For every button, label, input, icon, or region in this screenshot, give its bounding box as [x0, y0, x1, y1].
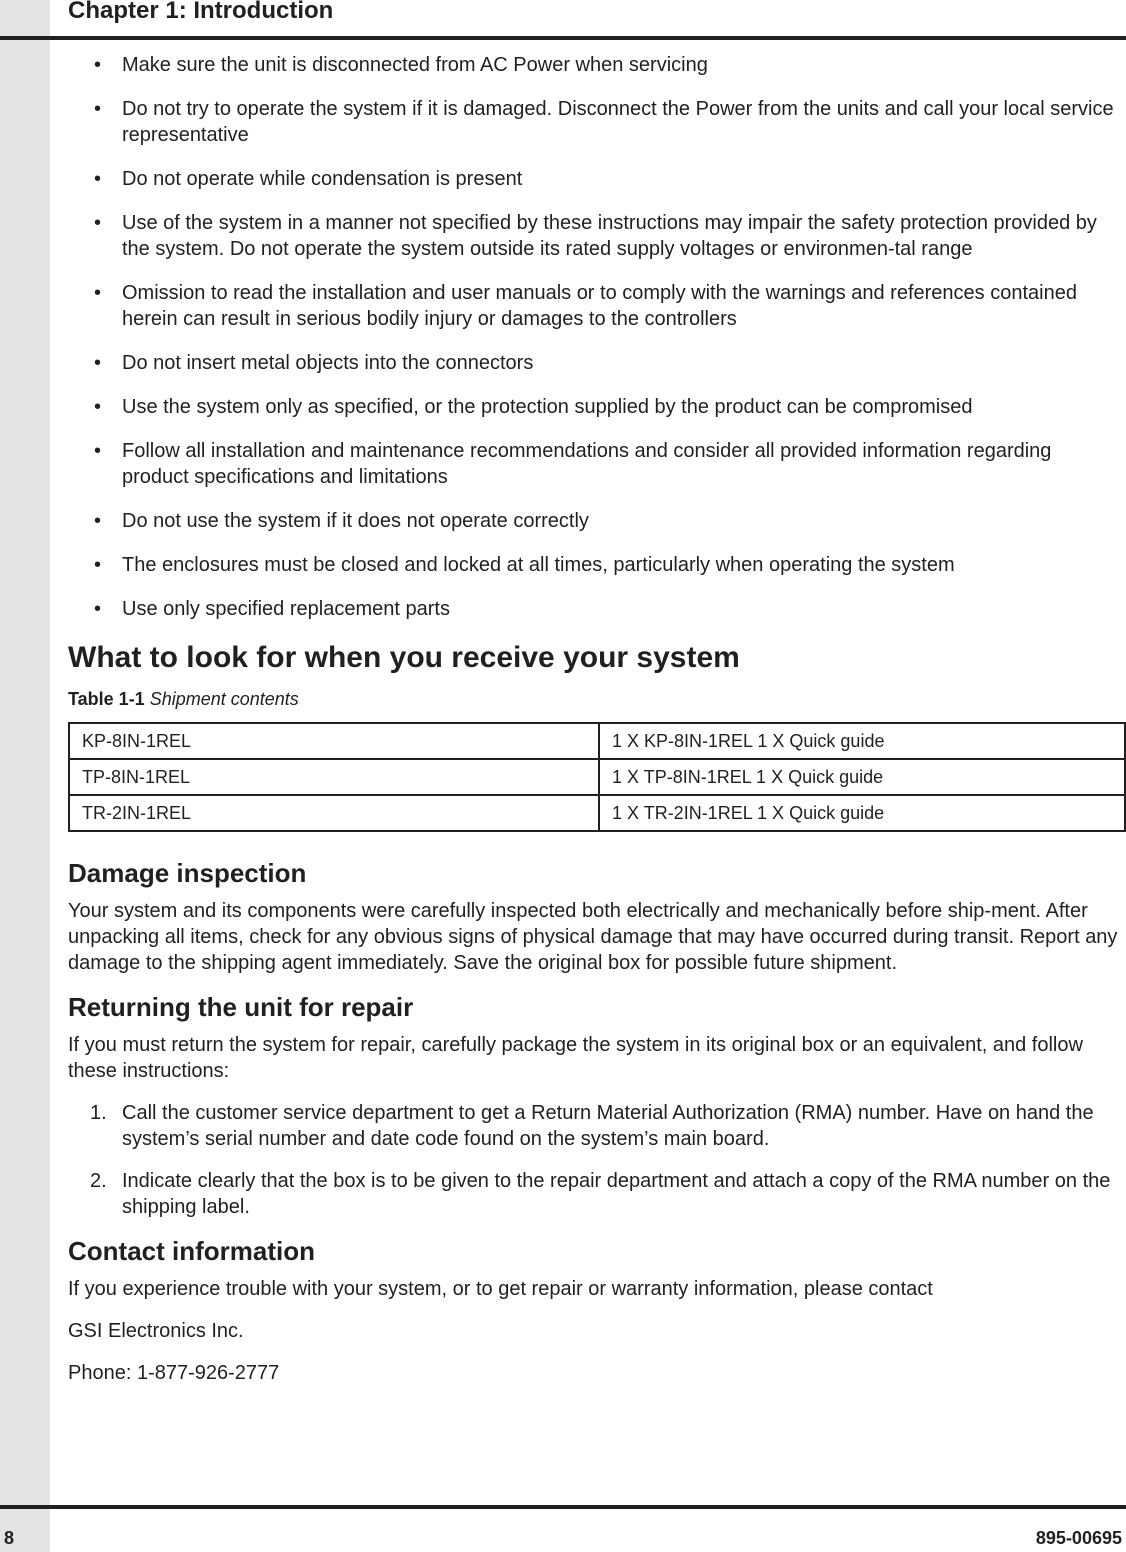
page-number: 8: [4, 1528, 15, 1548]
step-number: 1.: [90, 1102, 107, 1124]
list-item: [68, 552, 1118, 578]
list-item: [68, 280, 1118, 332]
list-item: [68, 166, 1118, 192]
list-item: [68, 394, 1118, 420]
contact-heading: Contact information: [68, 1236, 315, 1266]
list-item: [68, 438, 1118, 490]
bullet-marker: •: [94, 282, 102, 304]
table-caption: [68, 688, 1118, 710]
step-text: Indicate clearly that the box is to be given to the repair department and attach a copy of the RMA number on the shipping label.: [122, 1170, 1111, 1218]
bullet-marker: •: [94, 212, 102, 234]
list-item: [68, 1168, 1118, 1220]
bullet-text: Use of the system in a manner not specified by these instructions may impair the safety protection provided by the system. Do not operate the system outside its rated supply voltages or environmen-tal range: [122, 212, 1097, 260]
footer-rule: [0, 1505, 1126, 1509]
table-label: Table 1-1: [68, 689, 145, 709]
table-cell-model: TP-8IN-1REL: [69, 759, 599, 795]
bullet-marker: •: [94, 98, 102, 120]
page-content: [68, 52, 1118, 1402]
bullet-text: Use only specified replacement parts: [122, 598, 450, 620]
bullet-text: Follow all installation and maintenance recommendations and consider all provided information regarding product specifications and limitations: [122, 440, 1052, 488]
bullet-marker: •: [94, 510, 102, 532]
left-margin-band: [0, 0, 50, 1552]
step-number: 2.: [90, 1170, 107, 1192]
list-item: [68, 52, 1118, 78]
bullet-text: Do not operate while condensation is present: [122, 168, 523, 190]
bullet-marker: •: [94, 598, 102, 620]
shipment-contents-table: [68, 722, 1126, 832]
bullet-marker: •: [94, 440, 102, 462]
bullet-text: Make sure the unit is disconnected from AC Power when servicing: [122, 54, 708, 76]
table-caption-text: Shipment contents: [149, 689, 299, 709]
header-rule: [0, 36, 1126, 40]
table-row: [69, 723, 1125, 759]
table-row: [69, 795, 1125, 831]
bullet-text: Do not insert metal objects into the connectors: [122, 352, 534, 374]
repair-intro-text: If you must return the system for repair, carefully package the system in its original box or an equivalent, and follow these instructions:: [68, 1034, 1083, 1082]
bullet-marker: •: [94, 168, 102, 190]
table-cell-contents: 1 X TP-8IN-1REL 1 X Quick guide: [599, 759, 1125, 795]
step-text: Call the customer service department to get a Return Material Authorization (RMA) number. Have on hand the system’s serial number and date code found on the system’s main board.: [122, 1102, 1094, 1150]
damage-inspection-text: Your system and its components were carefully inspected both electrically and mechanically before ship-ment. After unpacking all items, check for any obvious signs of physical damage that may have occurred during transit. Report any damage to the shipping agent immediately. Save the original box for possible future shipment.: [68, 900, 1118, 974]
safety-bullet-list: [68, 52, 1118, 622]
bullet-marker: •: [94, 554, 102, 576]
bullet-marker: •: [94, 396, 102, 418]
list-item: [68, 1100, 1118, 1152]
contact-phone: Phone: 1-877-926-2777: [68, 1362, 280, 1384]
bullet-text: Use the system only as specified, or the protection supplied by the product can be compromised: [122, 396, 973, 418]
repair-heading: Returning the unit for repair: [68, 992, 414, 1022]
list-item: [68, 96, 1118, 148]
list-item: [68, 596, 1118, 622]
table-cell-contents: 1 X TR-2IN-1REL 1 X Quick guide: [599, 795, 1125, 831]
contact-company: GSI Electronics Inc.: [68, 1320, 244, 1342]
bullet-text: The enclosures must be closed and locked at all times, particularly when operating the system: [122, 554, 955, 576]
table-row: [69, 759, 1125, 795]
list-item: [68, 508, 1118, 534]
bullet-text: Do not use the system if it does not operate correctly: [122, 510, 589, 532]
contact-intro-text: If you experience trouble with your system, or to get repair or warranty information, please contact: [68, 1278, 933, 1300]
document-number: 895-00695: [1035, 1528, 1122, 1548]
bullet-text: Do not try to operate the system if it is damaged. Disconnect the Power from the units and call your local service representative: [122, 98, 1114, 146]
chapter-title: Chapter 1: Introduction: [68, 0, 334, 24]
list-item: [68, 210, 1118, 262]
bullet-marker: •: [94, 352, 102, 374]
damage-inspection-heading: Damage inspection: [68, 858, 307, 888]
table-cell-model: KP-8IN-1REL: [69, 723, 599, 759]
bullet-marker: •: [94, 54, 102, 76]
list-item: [68, 350, 1118, 376]
bullet-text: Omission to read the installation and user manuals or to comply with the warnings and references contained herein can result in serious bodily injury or damages to the controllers: [122, 282, 1077, 330]
repair-steps-list: [68, 1100, 1118, 1220]
table-cell-contents: 1 X KP-8IN-1REL 1 X Quick guide: [599, 723, 1125, 759]
table-cell-model: TR-2IN-1REL: [69, 795, 599, 831]
receive-section-heading: What to look for when you receive your system: [68, 641, 740, 674]
